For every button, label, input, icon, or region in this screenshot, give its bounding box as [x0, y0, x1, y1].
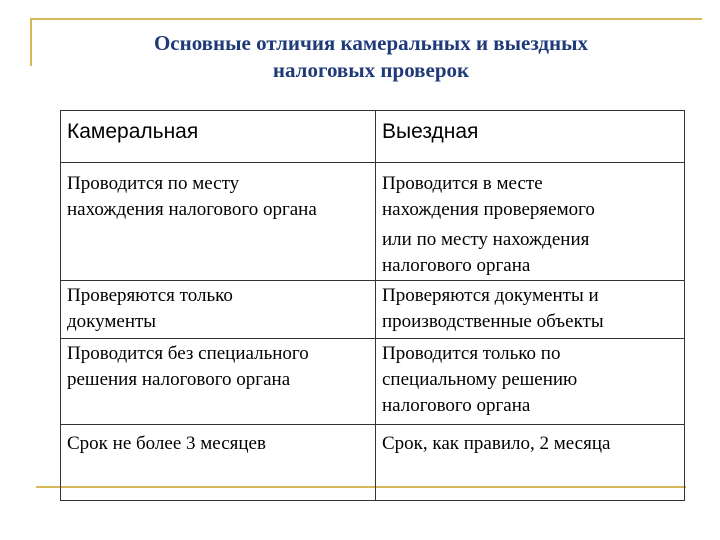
- cell-line: Проводится по месту: [67, 173, 240, 194]
- cell-cameral-scope: [61, 281, 376, 339]
- cell-line: налогового органа: [382, 395, 531, 416]
- cell-field-term: [376, 425, 685, 501]
- cell-line: решения налогового органа: [67, 369, 291, 390]
- cell-line: Проводится только по: [382, 343, 561, 364]
- page-title: [60, 30, 682, 84]
- cell-line: Проводится без специального: [67, 343, 309, 364]
- header-cameral: Камеральная: [61, 111, 376, 163]
- cell-cameral-location: [61, 163, 376, 281]
- cell-line: налогового органа: [382, 255, 531, 276]
- title-line-2: налоговых проверок: [272, 58, 470, 82]
- table-row: [61, 281, 685, 339]
- cell-line: Проверяются только: [67, 285, 233, 306]
- cell-line: нахождения налогового органа: [67, 199, 317, 220]
- decor-top-line: [30, 18, 702, 20]
- table-row: [61, 425, 685, 501]
- cell-field-scope: [376, 281, 685, 339]
- cell-field-location: [376, 163, 685, 281]
- cell-cameral-term: [61, 425, 376, 501]
- cell-line: Проводится в месте: [382, 173, 543, 194]
- cell-line: специальному решению: [382, 369, 578, 390]
- comparison-table: [60, 110, 685, 501]
- cell-field-decision: [376, 339, 685, 425]
- cell-line: Проверяются документы и: [382, 285, 599, 306]
- table-row: [61, 339, 685, 425]
- decor-left-line: [30, 18, 32, 66]
- title-line-1: Основные отличия камеральных и выездных: [153, 31, 589, 55]
- cell-line: документы: [67, 311, 157, 332]
- table-row: [61, 163, 685, 281]
- cell-line: Срок не более 3 месяцев: [67, 433, 266, 454]
- cell-line: Срок, как правило, 2 месяца: [382, 433, 611, 454]
- header-field: Выездная: [376, 111, 685, 163]
- cell-line: нахождения проверяемого: [382, 199, 595, 220]
- cell-line: производственные объекты: [382, 311, 604, 332]
- table-header-row: [61, 111, 685, 163]
- cell-line: или по месту нахождения: [382, 229, 590, 250]
- cell-cameral-decision: [61, 339, 376, 425]
